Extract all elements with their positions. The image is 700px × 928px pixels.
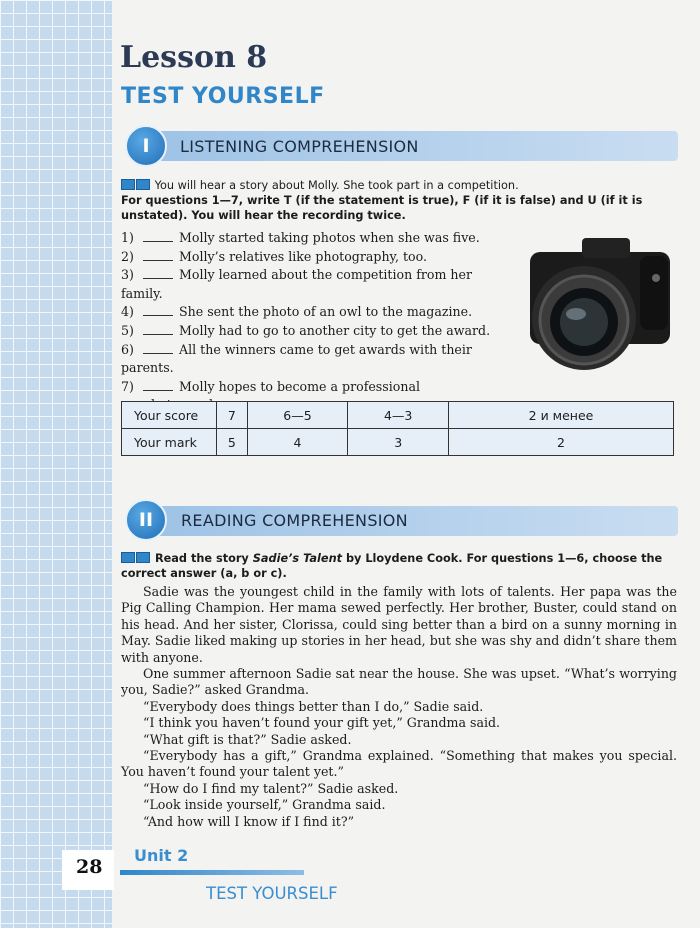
question-item: 1) Molly started taking photos when she was five. bbox=[121, 230, 480, 245]
book-icon bbox=[136, 552, 150, 563]
book-icon bbox=[121, 552, 135, 563]
section-2-number: II bbox=[125, 499, 167, 541]
story-paragraph: “Look inside yourself,” Grandma said. bbox=[143, 797, 386, 813]
answer-blank[interactable] bbox=[143, 342, 173, 354]
book-icon bbox=[136, 179, 150, 190]
table-row: Your mark 5 4 3 2 bbox=[122, 429, 674, 456]
section-1-number: I bbox=[125, 125, 167, 167]
camera-illustration bbox=[522, 232, 674, 374]
story-paragraph: “I think you haven’t found your gift yet,” Grandma said. bbox=[143, 715, 501, 731]
story-paragraph: “And how will I know if I find it?” bbox=[143, 813, 355, 829]
story-text bbox=[121, 584, 677, 830]
listening-intro: You will hear a story about Molly. She took part in a competition. bbox=[154, 179, 519, 192]
question-continuation: parents. bbox=[121, 360, 174, 376]
audio-icon bbox=[121, 179, 135, 190]
question-continuation: family. bbox=[121, 285, 163, 301]
story-paragraph: “What gift is that?” Sadie asked. bbox=[143, 731, 352, 747]
story-paragraph: One summer afternoon Sadie sat near the house. She was upset. “What’s worrying you, Sadie?” asked Grandma. bbox=[121, 666, 677, 698]
question-item: 7) Molly hopes to become a professional bbox=[121, 378, 420, 394]
story-paragraph: Sadie was the youngest child in the family with lots of talents. Her papa was the Pig Calling Champion. Her mama sewed perfectly. Her brother, Buster, could stand on his head. And her sister, Clorissa, could sing better than a bird on a sunny morning in May. Sadie liked making up stories in her head, but she was shy and didn’t share them with anyone. bbox=[121, 584, 677, 665]
section-2-title: READING COMPREHENSION bbox=[181, 511, 408, 530]
answer-blank[interactable] bbox=[143, 249, 173, 261]
footer-rule bbox=[120, 870, 304, 875]
section-1-title: LISTENING COMPREHENSION bbox=[180, 137, 419, 156]
lesson-title: Lesson 8 bbox=[120, 40, 268, 75]
answer-blank[interactable] bbox=[143, 379, 173, 391]
question-item: 2) Molly’s relatives like photography, too. bbox=[121, 248, 428, 264]
answer-blank[interactable] bbox=[143, 323, 173, 335]
listening-instruction: For questions 1—7, write T (if the statement is true), F (if it is false) and U (if it is unstated). You will hear the recording twice. bbox=[121, 194, 643, 222]
question-item: 5) Molly had to go to another city to get the award. bbox=[121, 322, 491, 338]
answer-blank[interactable] bbox=[143, 267, 173, 279]
question-item: 6) All the winners came to get awards with their bbox=[121, 341, 472, 357]
question-list bbox=[121, 229, 511, 415]
story-title: Sadie’s Talent bbox=[252, 552, 343, 565]
story-paragraph: “Everybody does things better than I do,” Sadie said. bbox=[143, 698, 484, 714]
grid-margin-decoration bbox=[0, 0, 112, 928]
question-item: 4) She sent the photo of an owl to the magazine. bbox=[121, 304, 473, 320]
table-row: Your score 7 6—5 4—3 2 и менее bbox=[122, 402, 674, 429]
section-2-instructions: Read the story Sadie’s Talent by Lloydene Cook. For questions 1—6, choose the correct answer (a, b or c). bbox=[121, 552, 663, 580]
footer-unit: Unit 2 bbox=[134, 846, 189, 865]
answer-blank[interactable] bbox=[143, 304, 173, 316]
lesson-subtitle: TEST YOURSELF bbox=[121, 84, 325, 109]
footer-title: TEST YOURSELF bbox=[206, 884, 338, 903]
question-item: 3) Molly learned about the competition from her bbox=[121, 267, 473, 283]
answer-blank[interactable] bbox=[143, 230, 173, 242]
story-paragraph: “How do I find my talent?” Sadie asked. bbox=[143, 780, 399, 796]
score-table bbox=[121, 401, 674, 456]
page-number: 28 bbox=[76, 856, 103, 878]
story-paragraph: “Everybody has a gift,” Grandma explained. “Something that makes you special. You haven’t found your talent yet.” bbox=[121, 748, 677, 780]
section-1-instructions bbox=[121, 178, 677, 223]
